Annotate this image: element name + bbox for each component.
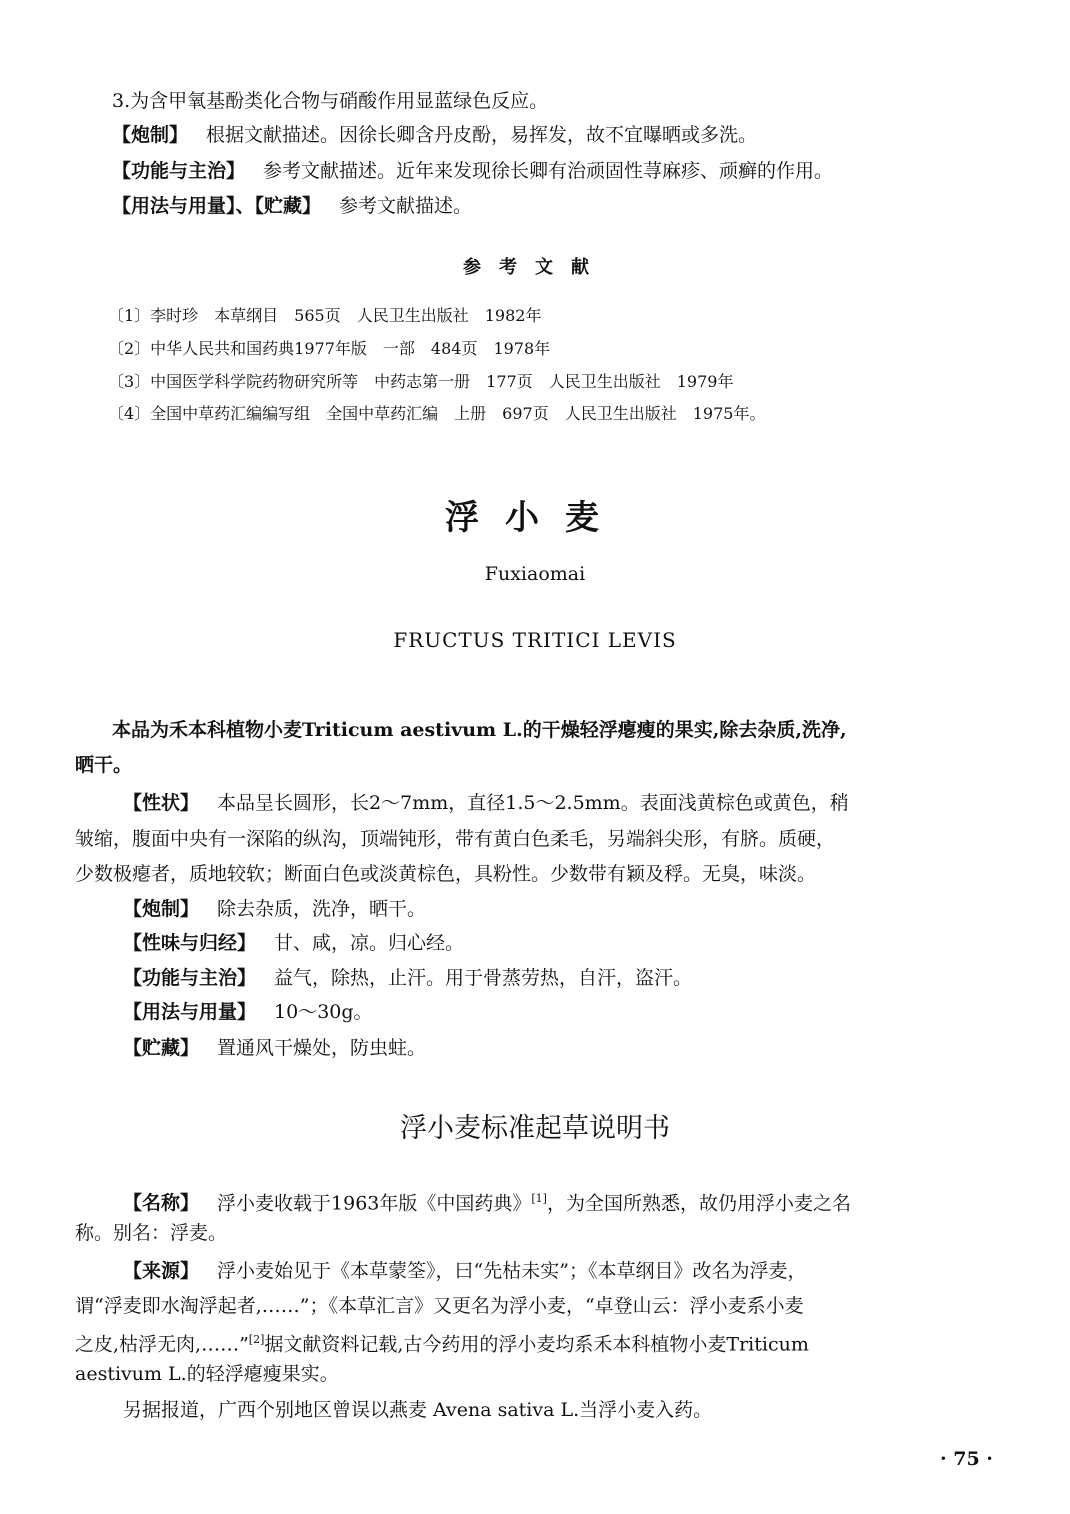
zhucang-text: 置通风干燥处，防虫蛀。 [217,1037,427,1059]
gongneng-text: 参考文献描述。近年来发现徐长卿有治顽固性荨麻疹、顽癣的作用。 [263,160,834,182]
mono-paozhi-text: 除去杂质，洗净，晒干。 [217,898,427,920]
mingcheng-text-b: ，为全国所熟悉，故仍用浮小麦之名 [546,1192,851,1215]
xingwei-text: 甘、咸，凉。归心经。 [274,932,465,954]
citation-1: [1] [531,1192,547,1205]
xingzhuang-line-3: 少数极瘪者，质地较软；断面白色或淡黄棕色，具粉性。少数带有颖及稃。无臭，味淡。 [75,863,817,885]
mono-paozhi-tag: 【炮制】 [123,898,200,920]
monograph-pinyin: Fuxiaomai [484,563,586,585]
reference-item-3: 〔3〕中国医学科学院药物研究所等 中药志第一册 177页 人民卫生出版社 1979年 [108,372,734,391]
mingcheng-line-1 [123,1186,851,1216]
intro-line-1: 本品为禾本科植物小麦Triticum aestivum L.的干燥轻浮瘪瘦的果实,除去杂质,洗净, [112,719,847,741]
zhucang-line [123,1035,426,1061]
explanation-title: 浮小麦标准起草说明书 [400,1113,670,1144]
mono-gongneng-line [123,965,692,991]
paozhi-text: 根据文献描述。因徐长卿含丹皮酚，易挥发，故不宜曝晒或多洗。 [206,124,758,146]
laiyuan-text-3b: 据文献资料记载,古今药用的浮小麦均系禾本科植物小麦Triticum [264,1333,809,1356]
mingcheng-line-2: 称。别名：浮麦。 [75,1222,228,1244]
mono-yongfa-tag: 【用法与用量】 [123,1001,257,1023]
mingcheng-tag: 【名称】 [123,1192,200,1215]
laiyuan-tag: 【来源】 [123,1260,200,1282]
mono-yongfa-text: 10～30g。 [274,1001,373,1023]
xingzhuang-line-2: 皱缩，腹面中央有一深陷的纵沟，顶端钝形，带有黄白色柔毛，另端斜尖形，有脐。质硬， [75,828,836,850]
mingcheng-text-a: 浮小麦收载于1963年版《中国药典》 [217,1192,532,1215]
xingwei-line [123,930,464,956]
reference-item-4: 〔4〕全国中草药汇编编写组 全国中草药汇编 上册 697页 人民卫生出版社 1975年。 [108,404,766,423]
mono-yongfa-line [123,999,373,1025]
gongneng-line [112,158,833,184]
laiyuan-line-4: aestivum L.的轻浮瘪瘦果实。 [75,1363,339,1385]
xingzhuang-text-1: 本品呈长圆形，长2～7mm，直径1.5～2.5mm。表面浅黄棕色或黄色，稍 [217,792,849,814]
paozhi-line [112,122,757,148]
yongfa-tag: 【用法与用量】、【贮藏】 [112,195,322,217]
references-heading: 参考文献 [463,257,607,278]
reference-item-1: 〔1〕李时珍 本草纲目 565页 人民卫生出版社 1982年 [108,306,542,325]
intro-line-2: 晒干。 [75,754,133,776]
citation-2: [2] [248,1333,265,1346]
gongneng-tag: 【功能与主治】 [112,160,246,182]
laiyuan-line-1 [123,1258,806,1284]
paozhi-tag: 【炮制】 [112,124,189,146]
laiyuan-text-3a: 之皮,枯浮无肉,……” [75,1333,249,1356]
mono-gongneng-tag: 【功能与主治】 [123,967,257,989]
yongfa-text: 参考文献描述。 [339,195,473,217]
xingzhuang-tag: 【性状】 [123,792,200,814]
zhucang-tag: 【贮藏】 [123,1037,200,1059]
xingzhuang-line-1 [123,790,849,816]
xingwei-tag: 【性味与归经】 [123,932,257,954]
page-number: · 75 · [940,1448,993,1470]
other-report-line: 另据报道，广西个别地区曾误以燕麦 Avena sativa L.当浮小麦入药。 [123,1399,713,1421]
mono-paozhi-line [123,896,426,922]
monograph-latin-name: FRUCTUS TRITICI LEVIS [393,628,677,652]
monograph-title: 浮小麦 [445,498,625,538]
laiyuan-line-3 [75,1327,809,1357]
item-3-text: 3.为含甲氧基酚类化合物与硝酸作用显蓝绿色反应。 [112,90,549,112]
laiyuan-text-1: 浮小麦始见于《本草蒙筌》，曰“先枯未实”；《本草纲目》改名为浮麦， [217,1260,807,1282]
laiyuan-line-2: 谓“浮麦即水淘浮起者,……”；《本草汇言》又更名为浮小麦，“卓登山云：浮小麦系小麦 [75,1295,804,1317]
yongfa-line [112,193,472,219]
reference-item-2: 〔2〕中华人民共和国药典1977年版 一部 484页 1978年 [108,339,551,358]
mono-gongneng-text: 益气，除热，止汗。用于骨蒸劳热，自汗，盗汗。 [274,967,693,989]
